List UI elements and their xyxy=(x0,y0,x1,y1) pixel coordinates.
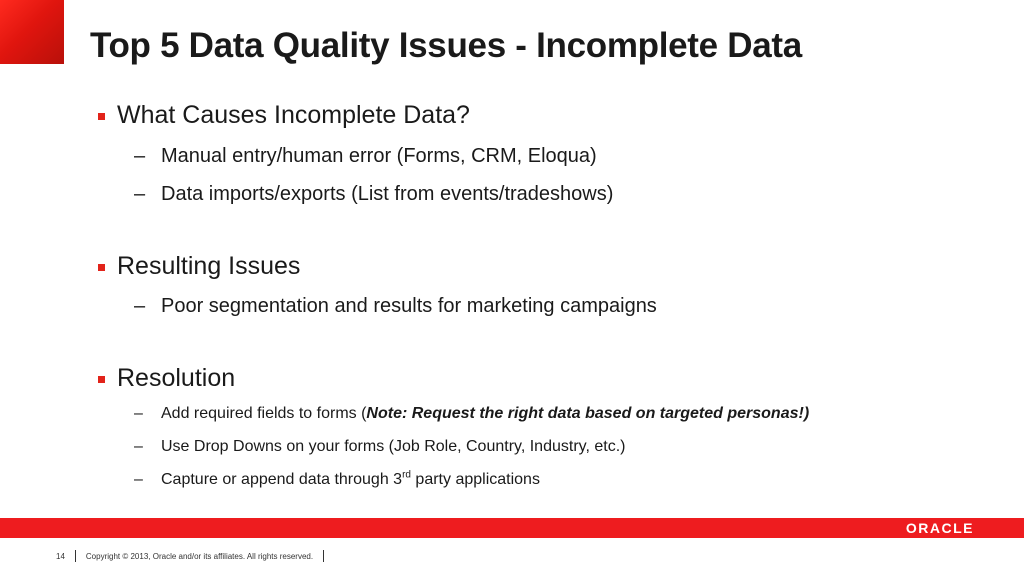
bullet-text: Resulting Issues xyxy=(117,252,301,280)
sub-bullet-text: Data imports/exports (List from events/tradeshows) xyxy=(161,183,614,205)
dash-icon: – xyxy=(134,438,143,455)
sub-bullet xyxy=(134,403,998,425)
dash-icon: – xyxy=(134,145,146,167)
dash-icon: – xyxy=(134,405,143,422)
bullet-text: What Causes Incomplete Data? xyxy=(117,101,470,129)
sub-bullet xyxy=(134,436,998,458)
bullet-resulting-issues xyxy=(98,251,998,281)
slide-footer xyxy=(56,550,334,562)
bullet-text: Resolution xyxy=(117,364,236,392)
footer-divider xyxy=(75,550,76,562)
sub-bullet-text: Use Drop Downs on your forms (Job Role, Country, Industry, etc.) xyxy=(161,438,626,455)
square-bullet-icon xyxy=(98,113,105,120)
dash-icon: – xyxy=(134,471,143,488)
corner-red-square xyxy=(0,0,64,64)
bullet-what-causes xyxy=(98,100,998,130)
footer-divider xyxy=(323,550,324,562)
bullet-resolution xyxy=(98,363,998,393)
sub-bullet-text: Poor segmentation and results for marketing campaigns xyxy=(161,295,657,317)
sub-bullet xyxy=(134,181,998,207)
sub-bullet-text: Capture or append data through 3rd party applications xyxy=(161,469,540,488)
sub-bullet xyxy=(134,293,998,319)
dash-icon: – xyxy=(134,183,146,205)
page-number: 14 xyxy=(56,551,65,561)
slide-title: Top 5 Data Quality Issues - Incomplete Data xyxy=(90,26,802,65)
copyright-text: Copyright © 2013, Oracle and/or its affiliates. All rights reserved. xyxy=(85,551,314,561)
footer-red-band xyxy=(0,518,1024,538)
note-text: Note: Request the right data based on targeted personas!) xyxy=(366,405,810,422)
sub-bullet xyxy=(134,469,998,491)
superscript: rd xyxy=(402,469,411,481)
square-bullet-icon xyxy=(98,376,105,383)
oracle-logo: ORACLE xyxy=(905,520,974,536)
slide-body xyxy=(98,98,998,491)
sub-bullet-text: Add required fields to forms (Note: Request the right data based on targeted personas!) xyxy=(161,405,810,422)
sub-bullet xyxy=(134,143,998,169)
dash-icon: – xyxy=(134,295,146,317)
square-bullet-icon xyxy=(98,264,105,271)
sub-bullet-text: Manual entry/human error (Forms, CRM, Eloqua) xyxy=(161,145,597,167)
